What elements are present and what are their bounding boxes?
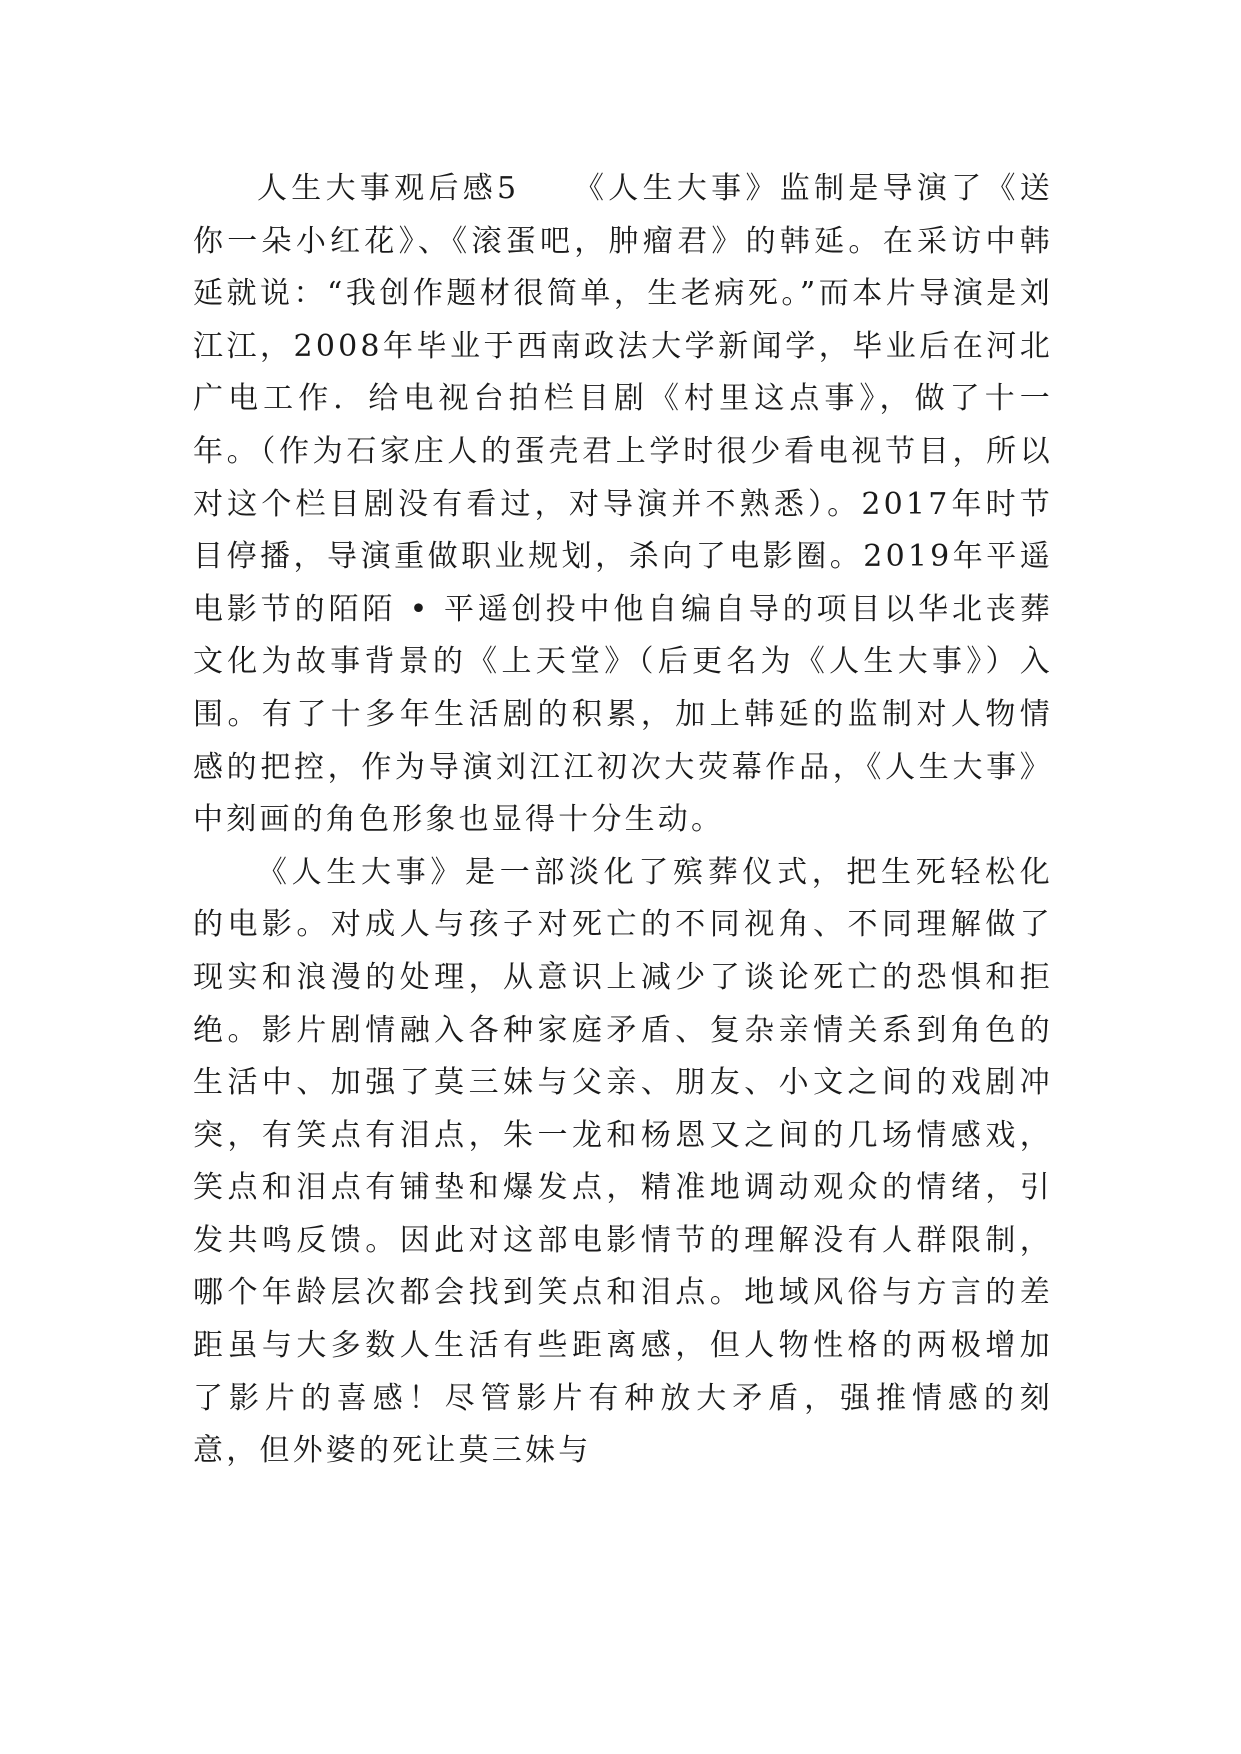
paragraph-2: 《人生大事》是一部淡化了殡葬仪式，把生死轻松化的电影。对成人与孩子对死亡的不同视角、不同理解做了现实和浪漫的处理，从意识上减少了谈论死亡的恐惧和拒绝。影片剧情融入各种家庭矛盾、复杂亲情关系到角色的生活中、加强了莫三妹与父亲、朋友、小文之间的戏剧冲突，有笑点有泪点，朱一龙和杨恩又之间的几场情感戏，笑点和泪点有铺垫和爆发点，精准地调动观众的情绪，引发共鸣反馈。因此对这部电影情节的理解没有人群限制，哪个年龄层次都会找到笑点和泪点。地域风俗与方言的差距虽与大多数人生活有些距离感，但人物性格的两极增加了影片的喜感！尽管影片有种放大矛盾，强推情感的刻意，但外婆的死让莫三妹与 (193, 854, 1053, 1469)
paragraph-1: 人生大事观后感5 《人生大事》监制是导演了《送你一朵小红花》、《滚蛋吧，肿瘤君》的韩延。在采访中韩延就说：“我创作题材很简单，生老病死。”而本片导演是刘江江，2008年毕业于西南政法大学新闻学，毕业后在河北广电工作．给电视台拍栏目剧《村里这点事》，做了十一年。（作为石家庄人的蛋壳君上学时很少看电视节目，所以对这个栏目剧没有看过，对导演并不熟悉）。2017年时节目停播，导演重做职业规划，杀向了电影圈。2019年平遥电影节的陌陌 • 平遥创投中他自编自导的项目以华北丧葬文化为故事背景的《上天堂》（后更名为《人生大事》）入围。有了十多年生活剧的积累，加上韩延的监制对人物情感的把控，作为导演刘江江初次大荧幕作品，《人生大事》中刻画的角色形象也显得十分生动。 (193, 171, 1053, 838)
essay-body (193, 163, 1053, 1478)
